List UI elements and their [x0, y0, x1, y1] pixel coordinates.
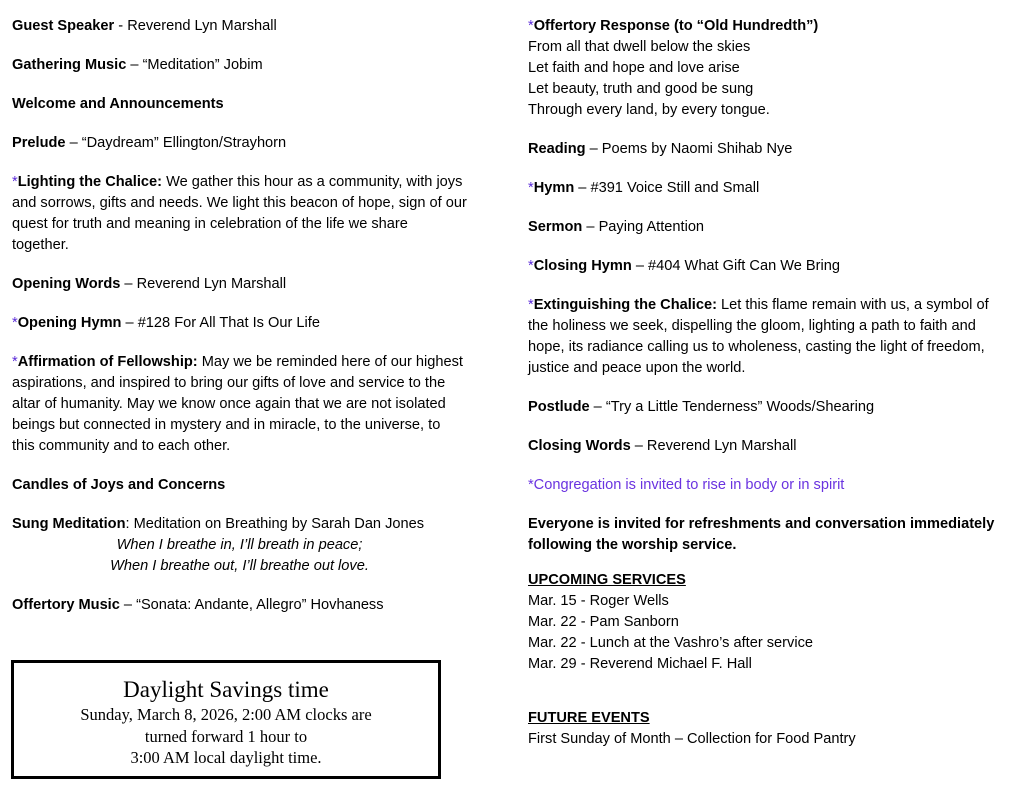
sermon-text: – Paying Attention	[582, 219, 705, 235]
prelude-text: – “Daydream” Ellington/Strayhorn	[65, 135, 287, 151]
opening-hymn-star: *	[12, 315, 18, 331]
future-events-heading: FUTURE EVENTS	[528, 710, 650, 726]
reading-label: Reading	[528, 141, 586, 157]
upcoming-services	[528, 570, 1008, 675]
sermon-label: Sermon	[528, 219, 583, 235]
guest-speaker	[12, 16, 467, 37]
chalice-text: We gather this hour as a community, with joys and sorrows, gifts and needs. We light this beacon of hope, sign of our quest for truth and meaning in celebration of the life we share together.	[12, 174, 467, 253]
opening-hymn-label: Opening Hymn	[17, 315, 122, 331]
daylight-savings-line-1: Sunday, March 8, 2026, 2:00 AM clocks are	[80, 705, 372, 724]
hymn-text-line: From all that dwell below the skies	[528, 39, 751, 55]
opening-words	[12, 274, 467, 295]
closing-words-text: – Reverend Lyn Marshall	[630, 438, 797, 454]
closing-words	[528, 436, 1008, 457]
welcome-announcements	[12, 94, 467, 115]
sung-meditation-label: Sung Meditation	[12, 516, 126, 532]
offertory-response	[528, 16, 1008, 121]
upcoming-services-heading: UPCOMING SERVICES	[528, 572, 686, 588]
daylight-savings-line-3: 3:00 AM local daylight time.	[130, 748, 322, 767]
extinguish-star: *	[528, 297, 534, 313]
future-events	[528, 708, 1008, 750]
refreshments-note: Everyone is invited for refreshments and conversation immediately following the worship service.	[528, 516, 995, 553]
verse-line-2: When I breathe out, I’ll breathe out love.	[110, 558, 369, 574]
hymn-text-line: Through every land, by every tongue.	[528, 102, 770, 118]
opening-words-text: – Reverend Lyn Marshall	[120, 276, 287, 292]
opening-hymn-text: – #128 For All That Is Our Life	[121, 315, 320, 331]
closing-hymn	[528, 256, 1008, 277]
welcome-label: Welcome and Announcements	[12, 96, 224, 112]
offertory-music-text: – “Sonata: Andante, Allegro” Hovhaness	[119, 597, 384, 613]
daylight-savings-title: Daylight Savings time	[123, 677, 329, 702]
hymn	[528, 178, 1008, 199]
chalice-label: Lighting the Chalice:	[17, 174, 163, 190]
daylight-savings-line-2: turned forward 1 hour to	[144, 726, 308, 746]
left-column	[12, 16, 467, 634]
sung-meditation	[12, 514, 467, 577]
lighting-chalice	[12, 172, 467, 256]
closing-hymn-label: Closing Hymn	[533, 258, 632, 274]
postlude-label: Postlude	[528, 399, 590, 415]
hymn-star: *	[528, 180, 534, 196]
affirmation-star: *	[12, 354, 18, 370]
reading-text: – Poems by Naomi Shihab Nye	[585, 141, 793, 157]
sermon	[528, 217, 1008, 238]
upcoming-service-item: Mar. 15 - Roger Wells	[528, 593, 669, 609]
gathering-music-label: Gathering Music	[12, 57, 127, 73]
closing-hymn-star: *	[528, 258, 534, 274]
prelude-label: Prelude	[12, 135, 66, 151]
offertory-music-label: Offertory Music	[12, 597, 120, 613]
upcoming-service-item: Mar. 22 - Pam Sanborn	[528, 614, 679, 630]
prelude	[12, 133, 467, 154]
congregation-note: *Congregation is invited to rise in body or in spirit	[528, 477, 845, 493]
candles-label: Candles of Joys and Concerns	[12, 477, 226, 493]
hymn-text-line: Let faith and hope and love arise	[528, 60, 740, 76]
guest-speaker-label: Guest Speaker	[12, 18, 115, 34]
offertory-response-star: *	[528, 18, 534, 34]
extinguishing-chalice	[528, 295, 1008, 379]
verse-line-1: When I breathe in, I’ll breath in peace;	[116, 537, 363, 553]
upcoming-service-item: Mar. 22 - Lunch at the Vashro’s after service	[528, 635, 813, 651]
upcoming-service-item: Mar. 29 - Reverend Michael F. Hall	[528, 656, 752, 672]
postlude	[528, 397, 1008, 418]
reading	[528, 139, 1008, 160]
affirmation-label: Affirmation of Fellowship:	[17, 354, 198, 370]
daylight-savings-box	[11, 660, 441, 779]
gathering-music	[12, 55, 467, 76]
sung-meditation-text: : Meditation on Breathing by Sarah Dan Jones	[125, 516, 425, 532]
hymn-text: – #391 Voice Still and Small	[574, 180, 760, 196]
offertory-response-label: Offertory Response (to “Old Hundredth”)	[533, 18, 819, 34]
opening-words-label: Opening Words	[12, 276, 121, 292]
candles-joys-concerns	[12, 475, 467, 496]
opening-hymn	[12, 313, 467, 334]
affirmation-fellowship	[12, 352, 467, 457]
hymn-label: Hymn	[533, 180, 575, 196]
closing-hymn-text: – #404 What Gift Can We Bring	[631, 258, 840, 274]
extinguish-label: Extinguishing the Chalice:	[533, 297, 717, 313]
gathering-music-text: – “Meditation” Jobim	[126, 57, 263, 73]
offertory-music	[12, 595, 467, 616]
guest-speaker-text: - Reverend Lyn Marshall	[114, 18, 277, 34]
extinguish-text: Let this flame remain with us, a symbol of the holiness we seek, dispelling the gloom, lighting a path to faith and hope, its radiance calling us to wholeness, casting the light of freedom, justice and peace upon the world.	[528, 297, 989, 376]
future-event-item: First Sunday of Month – Collection for Food Pantry	[528, 731, 856, 747]
hymn-text-line: Let beauty, truth and good be sung	[528, 81, 754, 97]
postlude-text: – “Try a Little Tenderness” Woods/Shearing	[589, 399, 875, 415]
right-column	[528, 16, 1008, 750]
affirmation-text: May we be reminded here of our highest aspirations, and inspired to bring our gifts of love and service to the altar of humanity. May we know once again that we are not isolated beings but connected in mystery and in miracle, to the universe, to this community and to each other.	[12, 354, 463, 454]
chalice-star: *	[12, 174, 18, 190]
closing-words-label: Closing Words	[528, 438, 631, 454]
